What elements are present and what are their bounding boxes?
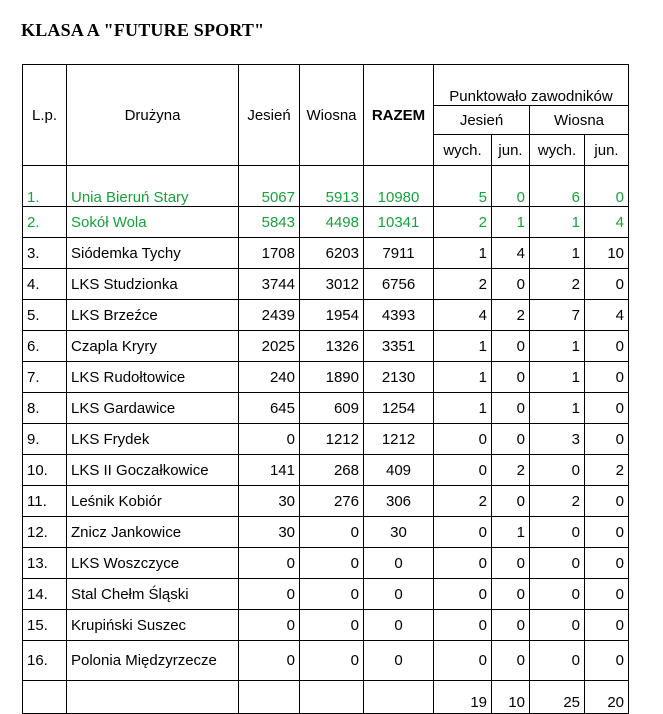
cell-total: 2130 <box>364 362 434 393</box>
cell-autumn-wych: 1 <box>434 238 492 269</box>
cell-autumn: 5843 <box>239 207 300 238</box>
cell-spring-jun: 0 <box>585 486 629 517</box>
cell-autumn: 0 <box>239 610 300 641</box>
cell-autumn-jun: 0 <box>492 331 530 362</box>
cell-autumn-wych: 2 <box>434 269 492 300</box>
cell-spring-wych: 0 <box>530 517 585 548</box>
cell-autumn-wych: 0 <box>434 641 492 681</box>
cell-spring: 4498 <box>300 207 364 238</box>
cell-total: 0 <box>364 641 434 681</box>
cell-autumn-jun: 0 <box>492 548 530 579</box>
header-spring-wych: wych. <box>530 135 585 166</box>
cell-spring-wych: 1 <box>530 238 585 269</box>
cell-autumn-jun: 0 <box>492 424 530 455</box>
cell-total: 4393 <box>364 300 434 331</box>
cell-team: Siódemka Tychy <box>67 238 239 269</box>
cell-total: 30 <box>364 517 434 548</box>
cell-autumn-jun: 4 <box>492 238 530 269</box>
cell-spring: 5913 <box>300 166 364 207</box>
cell-lp: 6. <box>23 331 67 362</box>
cell-total: 10341 <box>364 207 434 238</box>
cell-spring-wych: 1 <box>530 207 585 238</box>
cell-spring-jun: 0 <box>585 362 629 393</box>
header-scored-players: Punktowało zawodników <box>434 65 629 106</box>
cell-lp: 15. <box>23 610 67 641</box>
cell-total: 0 <box>364 548 434 579</box>
cell-lp: 3. <box>23 238 67 269</box>
total-spring-jun: 20 <box>585 681 629 714</box>
cell-spring: 0 <box>300 579 364 610</box>
cell-autumn-jun: 0 <box>492 486 530 517</box>
cell-spring-jun: 4 <box>585 300 629 331</box>
header-spring-jun: jun. <box>585 135 629 166</box>
cell-spring: 0 <box>300 610 364 641</box>
header-team: Drużyna <box>67 65 239 166</box>
table-row <box>23 424 629 455</box>
header-spring: Wiosna <box>300 65 364 166</box>
cell-autumn: 645 <box>239 393 300 424</box>
cell-lp: 8. <box>23 393 67 424</box>
cell-total: 0 <box>364 610 434 641</box>
cell-empty <box>364 681 434 714</box>
cell-lp: 4. <box>23 269 67 300</box>
cell-spring-wych: 0 <box>530 610 585 641</box>
cell-spring-jun: 0 <box>585 610 629 641</box>
cell-autumn-wych: 0 <box>434 455 492 486</box>
cell-autumn: 30 <box>239 486 300 517</box>
cell-total: 0 <box>364 579 434 610</box>
cell-empty <box>23 681 67 714</box>
table-row <box>23 331 629 362</box>
table-row <box>23 455 629 486</box>
cell-spring-wych: 2 <box>530 486 585 517</box>
cell-spring-wych: 1 <box>530 331 585 362</box>
cell-autumn-jun: 0 <box>492 579 530 610</box>
cell-spring-jun: 0 <box>585 331 629 362</box>
cell-team: Leśnik Kobiór <box>67 486 239 517</box>
cell-spring-wych: 6 <box>530 166 585 207</box>
cell-total: 3351 <box>364 331 434 362</box>
table-row <box>23 207 629 238</box>
header-lp: L.p. <box>23 65 67 166</box>
cell-spring-wych: 3 <box>530 424 585 455</box>
cell-team: LKS Brzeźce <box>67 300 239 331</box>
cell-spring: 1326 <box>300 331 364 362</box>
cell-spring-jun: 0 <box>585 641 629 681</box>
total-autumn-jun: 10 <box>492 681 530 714</box>
cell-total: 409 <box>364 455 434 486</box>
cell-total: 7911 <box>364 238 434 269</box>
cell-spring-wych: 7 <box>530 300 585 331</box>
cell-spring: 268 <box>300 455 364 486</box>
table-row <box>23 238 629 269</box>
cell-lp: 10. <box>23 455 67 486</box>
cell-total: 306 <box>364 486 434 517</box>
cell-team: Stal Chełm Śląski <box>67 579 239 610</box>
cell-empty <box>239 681 300 714</box>
header-scored-spring: Wiosna <box>530 106 629 135</box>
table-row <box>23 610 629 641</box>
cell-spring-jun: 0 <box>585 517 629 548</box>
header-total: RAZEM <box>364 65 434 166</box>
cell-spring: 276 <box>300 486 364 517</box>
cell-autumn-jun: 1 <box>492 517 530 548</box>
cell-autumn-wych: 1 <box>434 393 492 424</box>
table-row <box>23 641 629 681</box>
cell-spring-wych: 0 <box>530 641 585 681</box>
cell-autumn-jun: 2 <box>492 300 530 331</box>
table-row <box>23 579 629 610</box>
cell-autumn-jun: 0 <box>492 269 530 300</box>
cell-autumn: 1708 <box>239 238 300 269</box>
cell-autumn-wych: 2 <box>434 207 492 238</box>
table-row <box>23 486 629 517</box>
cell-spring-wych: 1 <box>530 393 585 424</box>
cell-spring-wych: 1 <box>530 362 585 393</box>
page-title: KLASA A "FUTURE SPORT" <box>21 20 265 40</box>
cell-autumn: 0 <box>239 548 300 579</box>
cell-spring: 1954 <box>300 300 364 331</box>
cell-autumn: 141 <box>239 455 300 486</box>
cell-autumn-wych: 2 <box>434 486 492 517</box>
cell-lp: 16. <box>23 641 67 681</box>
cell-total: 1254 <box>364 393 434 424</box>
table-row <box>23 517 629 548</box>
cell-spring-jun: 0 <box>585 424 629 455</box>
table-row <box>23 548 629 579</box>
cell-total: 6756 <box>364 269 434 300</box>
cell-autumn-wych: 0 <box>434 579 492 610</box>
cell-team: LKS Rudołtowice <box>67 362 239 393</box>
cell-team: Polonia Międzyrzecze <box>67 641 239 681</box>
cell-team: Znicz Jankowice <box>67 517 239 548</box>
cell-total: 1212 <box>364 424 434 455</box>
cell-spring-jun: 0 <box>585 393 629 424</box>
cell-autumn-wych: 1 <box>434 331 492 362</box>
cell-spring-wych: 0 <box>530 579 585 610</box>
cell-lp: 5. <box>23 300 67 331</box>
cell-total: 10980 <box>364 166 434 207</box>
cell-spring-jun: 0 <box>585 166 629 207</box>
table-row <box>23 166 629 207</box>
cell-autumn: 2439 <box>239 300 300 331</box>
cell-autumn: 2025 <box>239 331 300 362</box>
total-autumn-wych: 19 <box>434 681 492 714</box>
cell-autumn-jun: 0 <box>492 166 530 207</box>
cell-autumn: 240 <box>239 362 300 393</box>
cell-spring-wych: 2 <box>530 269 585 300</box>
cell-team: Krupiński Suszec <box>67 610 239 641</box>
cell-autumn-wych: 0 <box>434 610 492 641</box>
header-autumn: Jesień <box>239 65 300 166</box>
cell-autumn-wych: 5 <box>434 166 492 207</box>
cell-team: LKS Woszczyce <box>67 548 239 579</box>
cell-spring-wych: 0 <box>530 548 585 579</box>
cell-lp: 2. <box>23 207 67 238</box>
cell-team: LKS Frydek <box>67 424 239 455</box>
cell-spring-wych: 0 <box>530 455 585 486</box>
header-autumn-wych: wych. <box>434 135 492 166</box>
cell-autumn-jun: 0 <box>492 393 530 424</box>
cell-autumn: 5067 <box>239 166 300 207</box>
cell-lp: 1. <box>23 166 67 207</box>
cell-autumn-wych: 0 <box>434 424 492 455</box>
cell-spring: 1890 <box>300 362 364 393</box>
totals-row <box>23 681 629 714</box>
cell-spring-jun: 0 <box>585 548 629 579</box>
cell-autumn: 30 <box>239 517 300 548</box>
cell-autumn: 0 <box>239 641 300 681</box>
cell-spring-jun: 0 <box>585 579 629 610</box>
cell-empty <box>67 681 239 714</box>
cell-autumn-wych: 0 <box>434 517 492 548</box>
cell-spring-jun: 10 <box>585 238 629 269</box>
cell-lp: 13. <box>23 548 67 579</box>
cell-spring-jun: 2 <box>585 455 629 486</box>
cell-team: LKS Studzionka <box>67 269 239 300</box>
cell-spring: 3012 <box>300 269 364 300</box>
table-row <box>23 300 629 331</box>
cell-autumn-jun: 0 <box>492 610 530 641</box>
cell-team: Unia Bieruń Stary <box>67 166 239 207</box>
cell-team: Sokół Wola <box>67 207 239 238</box>
cell-team: LKS II Goczałkowice <box>67 455 239 486</box>
standings-table <box>22 64 629 714</box>
cell-lp: 12. <box>23 517 67 548</box>
cell-spring: 0 <box>300 548 364 579</box>
cell-spring: 609 <box>300 393 364 424</box>
table-row <box>23 393 629 424</box>
cell-autumn-wych: 1 <box>434 362 492 393</box>
cell-lp: 14. <box>23 579 67 610</box>
cell-team: LKS Gardawice <box>67 393 239 424</box>
cell-spring: 0 <box>300 517 364 548</box>
header-scored-autumn: Jesień <box>434 106 530 135</box>
cell-autumn: 0 <box>239 579 300 610</box>
cell-autumn-wych: 4 <box>434 300 492 331</box>
total-spring-wych: 25 <box>530 681 585 714</box>
cell-autumn-jun: 0 <box>492 362 530 393</box>
cell-team: Czapla Kryry <box>67 331 239 362</box>
cell-empty <box>300 681 364 714</box>
cell-lp: 11. <box>23 486 67 517</box>
cell-lp: 7. <box>23 362 67 393</box>
cell-spring: 1212 <box>300 424 364 455</box>
standings-body <box>23 166 629 714</box>
cell-spring: 6203 <box>300 238 364 269</box>
cell-spring-jun: 0 <box>585 269 629 300</box>
cell-autumn-wych: 0 <box>434 548 492 579</box>
cell-lp: 9. <box>23 424 67 455</box>
cell-autumn: 0 <box>239 424 300 455</box>
cell-autumn-jun: 1 <box>492 207 530 238</box>
table-row <box>23 362 629 393</box>
cell-spring-jun: 4 <box>585 207 629 238</box>
cell-spring: 0 <box>300 641 364 681</box>
cell-autumn-jun: 0 <box>492 641 530 681</box>
header-autumn-jun: jun. <box>492 135 530 166</box>
cell-autumn-jun: 2 <box>492 455 530 486</box>
cell-autumn: 3744 <box>239 269 300 300</box>
table-row <box>23 269 629 300</box>
